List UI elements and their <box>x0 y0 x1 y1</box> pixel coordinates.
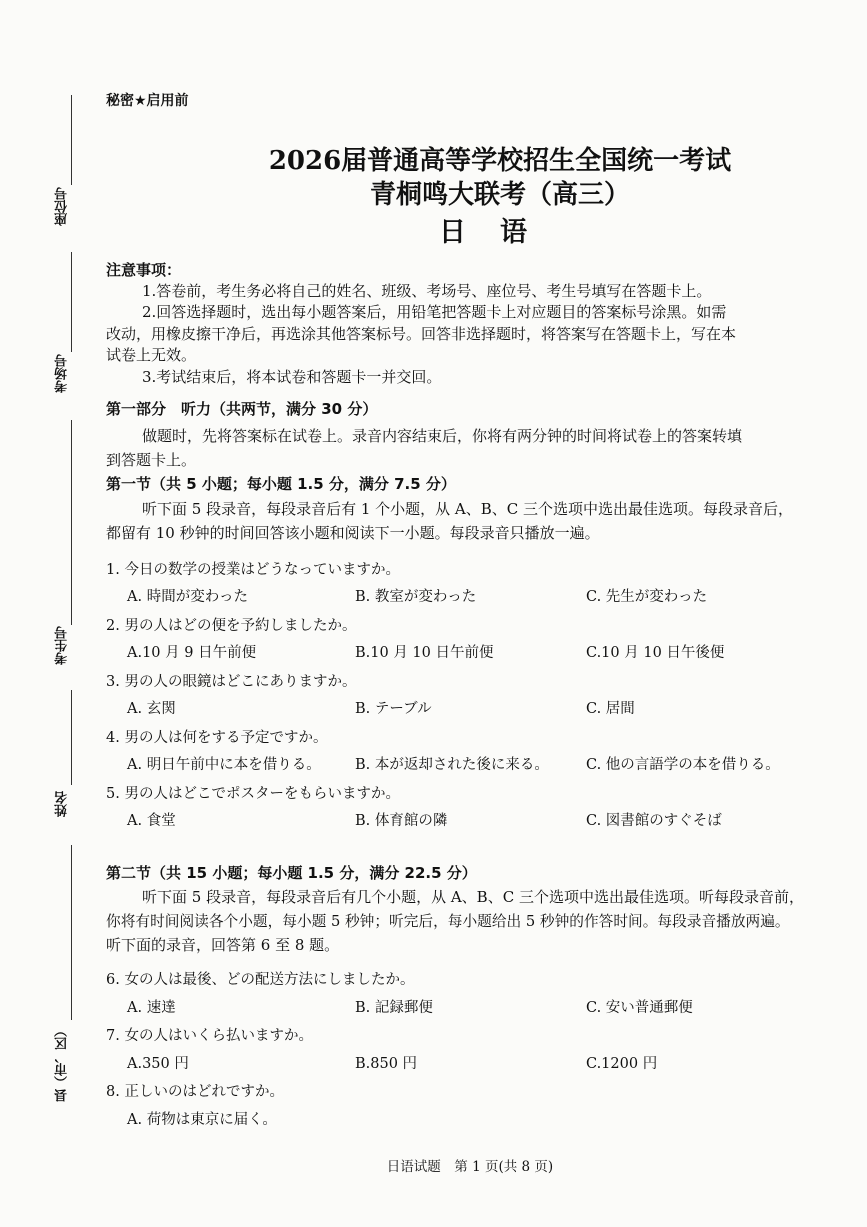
q1-option-b: B. 教室が変わった <box>355 589 477 605</box>
q5-option-a: A. 食堂 <box>127 813 176 829</box>
notes-item-3: 3.考试结束后，将本试卷和答题卡一并交回。 <box>142 368 442 386</box>
section2-instruction-end: 听下面的录音，回答第 6 至 8 题。 <box>106 936 340 954</box>
q7-option-c: C.1200 円 <box>586 1056 658 1072</box>
part1-instruction: 做题时，先将答案标在试卷上。录音内容结束后，你将有两分钟的时间将试卷上的答案转填 <box>142 427 743 445</box>
notes-item-2: 2.回答选择题时，选出每小题答案后，用铅笔把答题卡上对应题目的答案标号涂黑。如需 <box>142 303 727 321</box>
question-5: 5. 男の人はどこでポスターをもらいますか。 <box>106 786 400 802</box>
confidential-mark: 秘密★启用前 <box>106 93 189 109</box>
q4-option-c: C. 他の言語学の本を借りる。 <box>586 757 780 773</box>
q2-option-b: B.10 月 10 日午前便 <box>355 645 494 661</box>
q3-option-a: A. 玄関 <box>127 701 176 717</box>
notes-heading: 注意事项： <box>106 261 182 279</box>
q4-option-b: B. 本が返却された後に来る。 <box>355 757 549 773</box>
q1-option-c: C. 先生が変わった <box>586 589 708 605</box>
exam-subtitle: 青桐鸣大联考（高三） <box>369 180 630 210</box>
seat-number-label: 座位号 <box>55 187 70 227</box>
q7-option-b: B.850 円 <box>355 1056 418 1072</box>
q5-option-c: C. 図書館のすぐそば <box>586 813 722 829</box>
question-3: 3. 男の人の眼鏡はどこにありますか。 <box>106 674 357 690</box>
q3-option-b: B. テーブル <box>355 701 432 717</box>
section1-heading: 第一节（共 5 小题；每小题 1.5 分，满分 7.5 分） <box>106 475 456 493</box>
question-4: 4. 男の人は何をする予定ですか。 <box>106 730 328 746</box>
q2-option-c: C.10 月 10 日午後便 <box>586 645 725 661</box>
section2-instruction: 听下面 5 段录音，每段录音后有几个小题，从 A、B、C 三个选项中选出最佳选项。听每段录音前， <box>142 888 804 906</box>
q4-option-a: A. 明日午前中に本を借りる。 <box>127 757 321 773</box>
q2-option-a: A.10 月 9 日午前便 <box>127 645 257 661</box>
section2-instruction-cont: 你将有时间阅读各个小题，每小题 5 秒钟；听完后，每小题给出 5 秒钟的作答时间。每段录音播放两遍。 <box>106 913 790 930</box>
binding-line-name <box>71 690 72 785</box>
binding-line-county <box>71 845 72 1020</box>
binding-line-room <box>71 252 72 352</box>
exam-title: 2026届普通高等学校招生全国统一考试 <box>268 146 732 176</box>
q3-option-c: C. 居間 <box>586 701 635 717</box>
q8-option-a: A. 荷物は東京に届く。 <box>127 1112 277 1128</box>
q6-option-b: B. 記録郵便 <box>355 1000 433 1016</box>
question-2: 2. 男の人はどの便を予約しましたか。 <box>106 618 357 634</box>
question-7: 7. 女の人はいくら払いますか。 <box>106 1028 313 1044</box>
question-6: 6. 女の人は最後、どの配送方法にしましたか。 <box>106 972 415 988</box>
notes-item-2-end: 试卷上无效。 <box>106 346 197 364</box>
q1-option-a: A. 時間が変わった <box>127 589 249 605</box>
q7-option-a: A.350 円 <box>127 1056 189 1072</box>
notes-item-1: 1.答卷前，考生务必将自己的姓名、班级、考场号、座位号、考生号填写在答题卡上。 <box>142 282 712 300</box>
binding-line-exam <box>71 420 72 625</box>
page-footer: 日语试题 第 1 页(共 8 页) <box>386 1159 554 1175</box>
q5-option-b: B. 体育館の隣 <box>355 813 448 829</box>
county-label: 县（市、区） <box>55 1024 70 1102</box>
q6-option-c: C. 安い普通郵便 <box>586 1000 693 1016</box>
subject-title: 日语 <box>439 217 561 248</box>
question-1: 1. 今日の数学の授業はどうなっていますか。 <box>106 562 400 578</box>
section2-heading: 第二节（共 15 小题；每小题 1.5 分，满分 22.5 分） <box>106 864 477 882</box>
question-8: 8. 正しいのはどれですか。 <box>106 1084 284 1100</box>
notes-item-2-cont: 改动，用橡皮擦干净后，再选涂其他答案标号。回答非选择题时，将答案写在答题卡上，写在本 <box>106 325 737 343</box>
section1-instruction-cont: 都留有 10 秒钟的时间回答该小题和阅读下一小题。每段录音只播放一遍。 <box>106 524 600 542</box>
section1-instruction: 听下面 5 段录音，每段录音后有 1 个小题，从 A、B、C 三个选项中选出最佳选项。每段录音后， <box>142 500 794 518</box>
exam-number-label: 考生号 <box>55 626 70 666</box>
name-label: 姓名 <box>55 791 70 817</box>
q6-option-a: A. 速達 <box>127 1000 176 1016</box>
room-number-label: 考场号 <box>55 354 70 394</box>
part1-instruction-cont: 到答题卡上。 <box>106 451 197 469</box>
part1-heading: 第一部分 听力（共两节，满分 30 分） <box>106 400 378 418</box>
